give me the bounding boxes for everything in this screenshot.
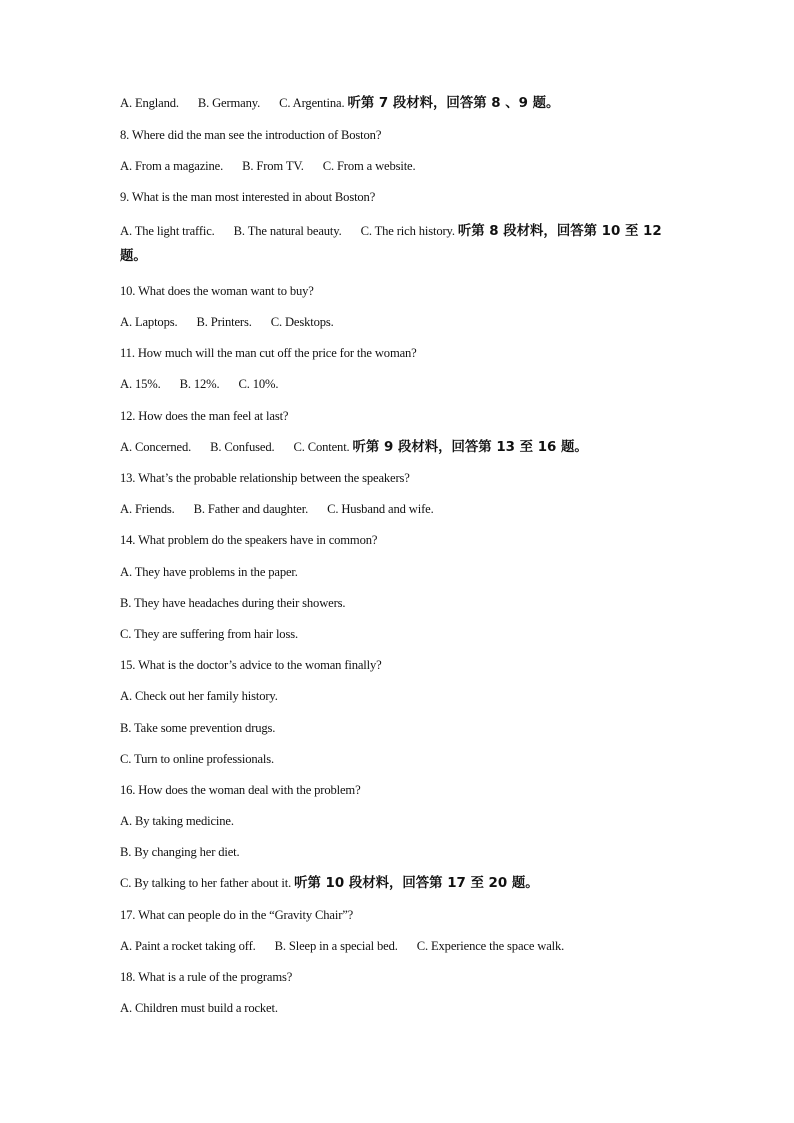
option-b: B. Take some prevention drugs. [120,721,276,735]
option-a: A. 15%. [120,377,161,391]
option-c: C. 10%. [238,377,279,391]
option-c: C. Content. [293,440,350,454]
option-a: A. England. [120,96,179,110]
options-line-q8 [120,158,680,174]
section-instruction: 听第 9 段材料，回答第 13 至 16 题。 [352,440,588,455]
option-b: B. 12%. [179,377,220,391]
option-a: A. By taking medicine. [120,814,234,828]
question-17: 17. What can people do in the “Gravity Chair”? [120,908,354,922]
section-instruction: 听第 7 段材料，回答第 8 、9 题。 [347,96,560,111]
options-line-q16c [120,875,680,892]
option-a: A. Paint a rocket taking off. [120,939,256,953]
option-c: C. By talking to her father about it. [120,876,292,890]
option-b: B. Printers. [196,315,252,329]
option-b: B. From TV. [242,159,304,173]
option-c: C. Desktops. [270,315,334,329]
section-instruction: 听第 8 段材料，回答第 10 至 12 题。 [120,224,662,264]
question-15: 15. What is the doctor’s advice to the woman finally? [120,658,382,672]
option-a: A. From a magazine. [120,159,224,173]
question-13: 13. What’s the probable relationship between the speakers? [120,471,410,485]
option-b: B. They have headaches during their showers. [120,596,346,610]
options-line-q13 [120,501,680,517]
section-instruction: 听第 10 段材料，回答第 17 至 20 题。 [294,876,539,891]
option-a: A. Children must build a rocket. [120,1001,278,1015]
options-line-q17 [120,938,680,954]
option-a: A. They have problems in the paper. [120,565,298,579]
option-b: B. The natural beauty. [233,224,342,238]
option-b: B. Father and daughter. [193,502,309,516]
option-c: C. Experience the space walk. [416,939,565,953]
option-c: C. They are suffering from hair loss. [120,627,298,641]
question-16: 16. How does the woman deal with the problem? [120,783,361,797]
question-10: 10. What does the woman want to buy? [120,284,314,298]
option-c: C. Husband and wife. [327,502,434,516]
option-b: B. By changing her diet. [120,845,240,859]
options-line-q12 [120,439,680,456]
options-line-q10 [120,314,680,330]
question-9: 9. What is the man most interested in about Boston? [120,190,376,204]
option-a: A. Concerned. [120,440,192,454]
option-a: A. Laptops. [120,315,178,329]
question-11: 11. How much will the man cut off the price for the woman? [120,346,417,360]
option-a: A. Check out her family history. [120,689,278,703]
options-line-q7 [120,95,680,112]
options-line-q9 [120,219,680,269]
question-14: 14. What problem do the speakers have in common? [120,533,378,547]
option-c: C. The rich history. [360,224,455,238]
option-c: C. From a website. [322,159,416,173]
option-a: A. The light traffic. [120,224,215,238]
option-a: A. Friends. [120,502,175,516]
option-b: B. Confused. [210,440,275,454]
option-b: B. Germany. [197,96,261,110]
option-c: C. Turn to online professionals. [120,752,275,766]
option-b: B. Sleep in a special bed. [274,939,398,953]
option-c: C. Argentina. [279,96,345,110]
question-8: 8. Where did the man see the introduction of Boston? [120,128,382,142]
question-12: 12. How does the man feel at last? [120,409,289,423]
question-18: 18. What is a rule of the programs? [120,970,293,984]
options-line-q11 [120,376,680,392]
